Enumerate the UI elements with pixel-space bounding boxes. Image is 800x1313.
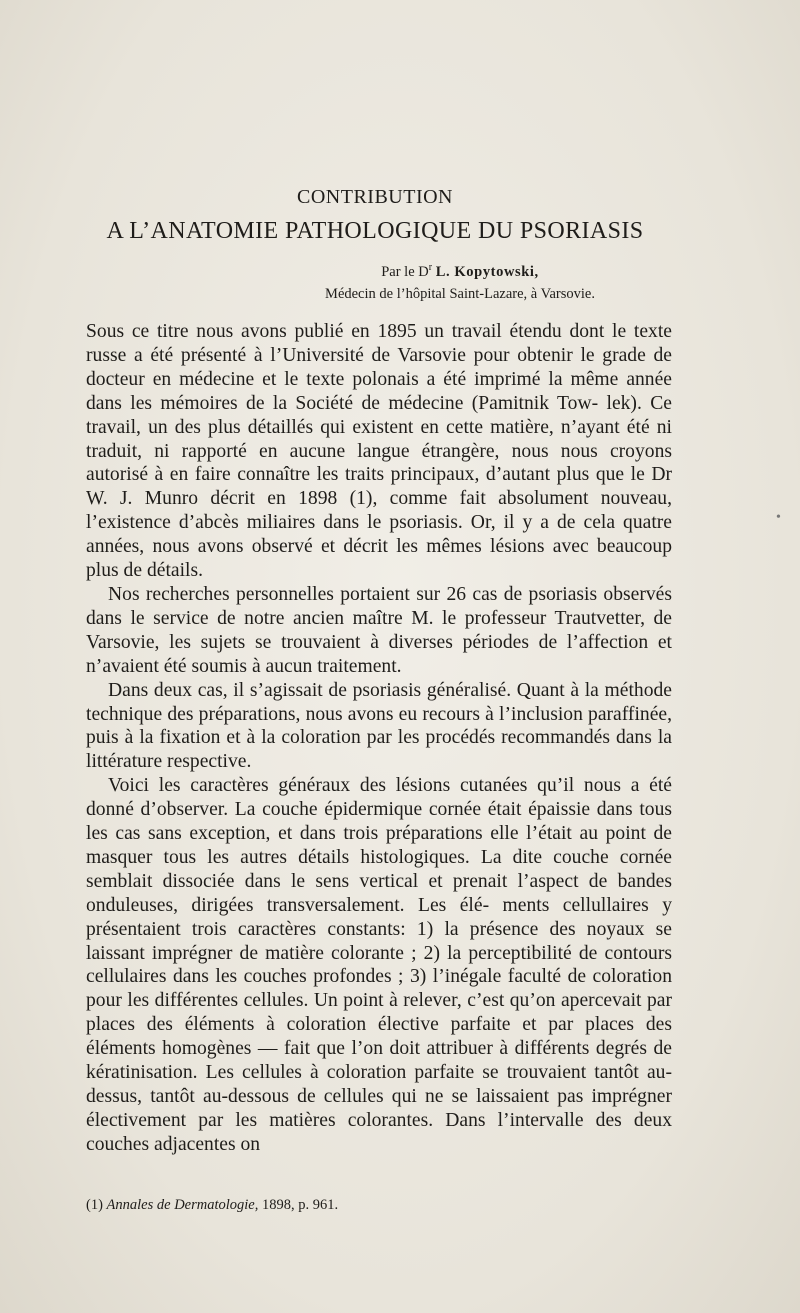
affiliation: Médecin de l’hôpital Saint-Lazare, à Varsovie. (325, 285, 595, 302)
body-text (86, 320, 672, 1157)
footnote-details: 1898, p. 961. (262, 1197, 339, 1213)
title-line-1: CONTRIBUTION (297, 186, 453, 208)
author-prefix: Par le D (381, 263, 429, 280)
byline (260, 257, 660, 305)
paragraph: Sous ce titre nous avons publié en 1895 un travail étendu dont le texte russe a été présenté à l’Université de Varsovie pour obtenir le grade de docteur en médecine et le texte polonais a été imprimé la même année dans les mémoires de la Société de médecine (Pamitnik Tow- lek). Ce travail, un des plus détaillés qui existent en cette matière, n’ayant été ni traduit, ni rapporté en aucune langue étrangère, nous nous croyons autorisé à en faire connaître les traits principaux, d’autant plus que le Dr W. J. Munro décrit en 1898 (1), comme fait absolument nouveau, l’existence d’abcès miliaires dans le psoriasis. Or, il y a de cela quatre années, nous avons observé et décrit les mêmes lésions avec beaucoup plus de détails. (86, 321, 672, 582)
footnote-marker: (1) (86, 1197, 103, 1213)
paragraph: Nos recherches personnelles portaient sur 26 cas de psoriasis observés dans le service de notre ancien maître M. le professeur Trautvetter, de Varsovie, les sujets se trouvaient à diverses périodes de l’affection et n’avaient été soumis à aucun traitement. (86, 583, 672, 677)
paragraph: Voici les caractères généraux des lésions cutanées qu’il nous a été donné d’observer. La couche épidermique cornée était épaissie dans tous les cas sans exception, et dans trois préparations elle l’était au point de masquer tous les autres détails histologiques. La dite couche cornée semblait dissociée dans le sens vertical et prenait l’aspect de bandes onduleuses, dirigées transversalement. Les élé- ments cellullaires y présentaient trois caractères constants: 1) la présence des noyaux se laissant imprégner de matière colorante ; 2) la perceptibilité de contours cellulaires dans les couches profondes ; 3) l’inégale faculté de coloration pour les différentes cellules. Un point à relever, c’est qu’on apercevait par places des éléments à coloration élective parfaite et par places des éléments homogènes — fait que l’on doit attribuer à différents degrés de kératinisation. Les cellules à coloration parfaite se trouvaient tantôt au-dessus, tantôt au-dessous de cellules qui ne se laissaient pas imprégner électivement par les matières colorantes. Dans l’intervalle des deux couches adjacentes on (86, 775, 672, 1155)
margin-speck: • (776, 510, 781, 525)
author-line (260, 257, 660, 283)
author-name: L. Kopytowski, (435, 263, 539, 280)
footnote (86, 1197, 672, 1214)
title-line-2: A L’ANATOMIE PATHOLOGIQUE DU PSORIASIS (106, 218, 644, 244)
paragraph: Dans deux cas, il s’agissait de psoriasis généralisé. Quant à la méthode technique des préparations, nous avons eu recours à l’inclusion paraffinée, puis à la fixation et à la coloration par les procédés recommandés dans la littérature respective. (86, 679, 672, 773)
footnote-source: Annales de Dermatologie, (106, 1197, 259, 1213)
author-prefix-sup: r (428, 262, 433, 273)
